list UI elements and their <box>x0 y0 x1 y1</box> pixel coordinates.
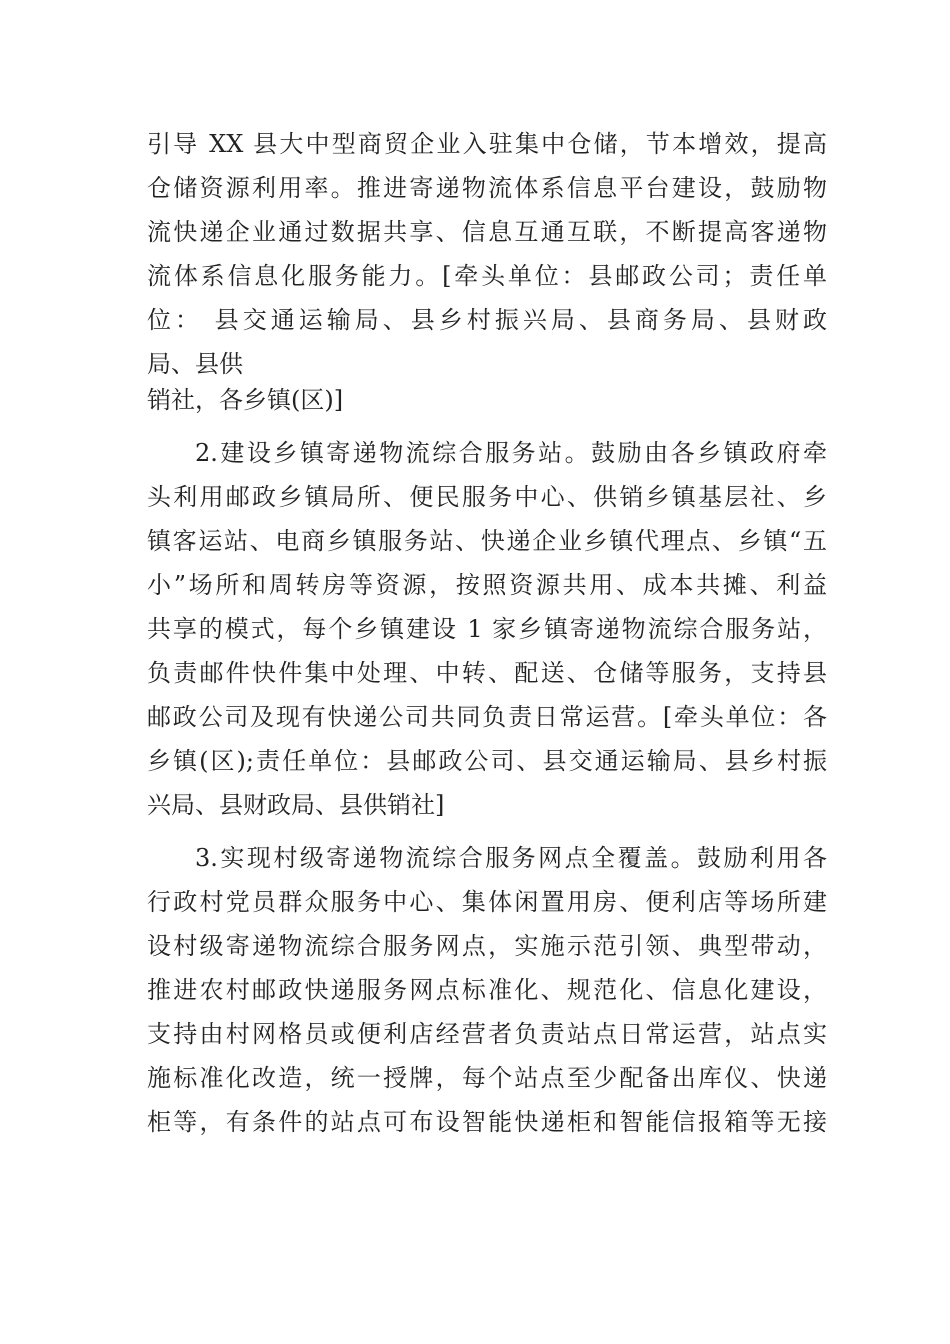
paragraph-first-line: 2.建设乡镇寄递物流综合服务站。鼓励由各乡镇政府牵 <box>195 439 827 467</box>
text-line: 支持由村网格员或便利店经营者负责站点日常运营，站点实 <box>147 1020 827 1048</box>
text-line: 局、县供 <box>147 350 243 378</box>
text-line: 流快递企业通过数据共享、信息互通互联，不断提高客递物 <box>147 218 827 246</box>
text-line: 设村级寄递物流综合服务网点，实施示范引领、典型带动， <box>147 932 827 960</box>
text-line: 兴局、县财政局、县供销社] <box>147 791 445 819</box>
text-line: 位： 县交通运输局、县乡村振兴局、县商务局、县财政 <box>147 306 827 334</box>
text-line: 小”场所和周转房等资源，按照资源共用、成本共摊、利益 <box>147 571 827 599</box>
text-line: 推进农村邮政快递服务网点标准化、规范化、信息化建设， <box>147 976 827 1004</box>
text-line: 邮政公司及现有快递公司共同负责日常运营。[牵头单位：各 <box>147 703 827 731</box>
text-line: 引导 XX 县大中型商贸企业入驻集中仓储，节本增效，提高 <box>147 130 827 158</box>
text-line: 流体系信息化服务能力。[牵头单位：县邮政公司；责任单 <box>147 262 827 290</box>
text-line: 柜等，有条件的站点可布设智能快递柜和智能信报箱等无接 <box>147 1108 827 1136</box>
paragraph-first-line: 3.实现村级寄递物流综合服务网点全覆盖。鼓励利用各 <box>195 844 827 872</box>
text-line: 仓储资源利用率。推进寄递物流体系信息平台建设，鼓励物 <box>147 174 827 202</box>
text-line: 头利用邮政乡镇局所、便民服务中心、供销乡镇基层社、乡 <box>147 483 827 511</box>
text-line: 施标准化改造，统一授牌，每个站点至少配备出库仪、快递 <box>147 1064 827 1092</box>
text-line: 行政村党员群众服务中心、集体闲置用房、便利店等场所建 <box>147 888 827 916</box>
text-line: 乡镇(区);责任单位：县邮政公司、县交通运输局、县乡村振 <box>147 747 827 775</box>
text-line: 负责邮件快件集中处理、中转、配送、仓储等服务，支持县 <box>147 659 827 687</box>
text-line: 销社，各乡镇(区)] <box>147 386 344 414</box>
text-line: 共享的模式，每个乡镇建设 1 家乡镇寄递物流综合服务站， <box>147 615 827 643</box>
text-line: 镇客运站、电商乡镇服务站、快递企业乡镇代理点、乡镇“五 <box>147 527 827 555</box>
